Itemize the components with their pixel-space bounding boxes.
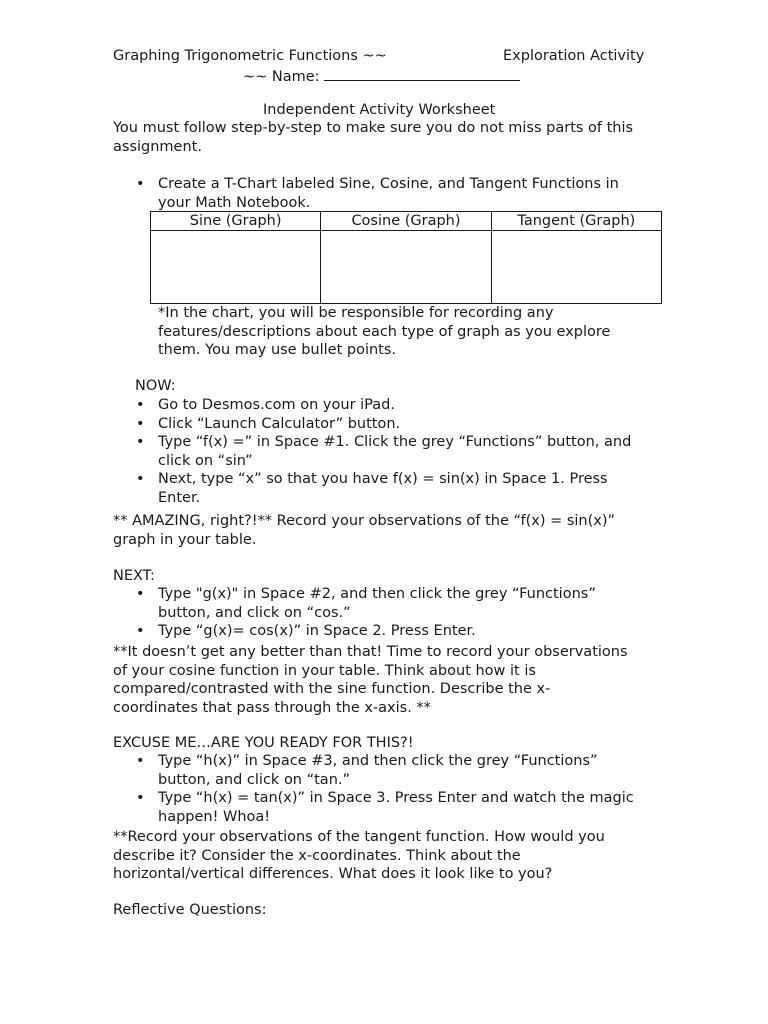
intro-text [113,119,633,156]
list-item [136,585,596,622]
bullet-icon: • [136,753,145,769]
name-field[interactable] [243,66,520,87]
chart-note-line: them. You may use bullet points. [158,342,397,358]
tchart-cell-sine[interactable] [151,231,321,304]
list-item [136,752,634,789]
reflective-questions-label: Reflective Questions: [113,902,267,918]
bullet-icon: • [136,397,145,413]
tchart-step-line: Create a T-Chart labeled Sine, Cosine, and Tangent Functions in [158,176,619,192]
step-text: button, and click on “cos.” [158,604,351,621]
tchart-step [136,175,619,212]
bullet-icon: • [136,434,145,450]
list-item [136,789,634,826]
note-line: graph in your table. [113,531,257,548]
step-text: Go to Desmos.com on your iPad. [158,397,395,413]
bullet-icon: • [136,415,145,432]
bullet-icon: • [136,623,145,639]
worksheet-header-title: Graphing Trigonometric Functions ~~ [113,48,387,64]
list-item [136,396,631,415]
note-line: horizontal/vertical differences. What does it look like to you? [113,866,553,882]
note-line: **It doesn’t get any better than that! Time to record your observations [113,644,628,660]
step-text: Type “h(x)” in Space #3, and then click the grey “Functions” [158,753,598,769]
intro-line: assignment. [113,138,202,155]
note-line: ** AMAZING, right?!** Record your observations of the “f(x) = sin(x)” [113,513,616,529]
excuse-label: EXCUSE ME…ARE YOU READY FOR THIS?! [113,735,414,751]
next-steps [136,585,596,641]
step-text: Click “Launch Calculator” button. [158,415,401,432]
intro-line: You must follow step-by-step to make sure you do not miss parts of this [113,120,634,136]
step-text: Type “h(x) = tan(x)” in Space 3. Press Enter and watch the magic [158,790,634,806]
chart-note [158,304,610,360]
chart-note-line: features/descriptions about each type of graph as you explore [158,323,611,340]
next-note [113,643,628,717]
now-label: NOW: [135,378,176,394]
name-label: ~~ Name: [243,69,320,85]
now-steps [136,396,632,507]
chart-note-line: *In the chart, you will be responsible for recording any [158,305,554,321]
note-line: describe it? Consider the x-coordinates. Think about the [113,847,521,864]
tchart-cell-cosine[interactable] [321,231,491,304]
step-text: button, and click on “tan.” [158,771,351,788]
tchart-cell-tangent[interactable] [491,231,661,304]
list-item [136,470,631,507]
tchart-header-row [151,212,662,231]
step-text: Enter. [158,489,201,506]
tchart-header-cosine: Cosine (Graph) [321,212,491,231]
bullet-icon: • [136,586,145,602]
tchart-header-tangent: Tangent (Graph) [491,212,661,231]
note-line: of your cosine function in your table. Think about how it is [113,662,536,679]
now-note [113,512,615,549]
bullet-icon: • [136,790,145,806]
excuse-steps [136,752,634,826]
tchart-table [150,211,662,304]
step-text: Next, type “x” so that you have f(x) = sin(x) in Space 1. Press [158,471,608,487]
bullet-icon: • [136,176,145,192]
activity-type: Exploration Activity [503,48,645,64]
list-item [136,415,631,434]
excuse-note [113,828,605,884]
name-blank-line[interactable] [324,66,520,81]
step-text: Type “g(x)= cos(x)” in Space 2. Press Enter. [158,623,476,639]
list-item [136,433,632,470]
tchart-body-row [151,231,662,304]
note-line: coordinates that pass through the x-axis. ** [113,699,431,716]
tchart-step-line: your Math Notebook. [158,194,311,211]
worksheet-title: Independent Activity Worksheet [263,102,496,118]
note-line: compared/contrasted with the sine function. Describe the x- [113,681,551,697]
note-line: **Record your observations of the tangent function. How would you [113,829,605,845]
next-label: NEXT: [113,568,155,584]
bullet-icon: • [136,471,145,487]
list-item [136,622,596,641]
step-text: click on “sin” [158,452,253,469]
tchart-header-sine: Sine (Graph) [151,212,321,231]
step-text: Type “f(x) =” in Space #1. Click the grey “Functions” button, and [158,434,632,450]
step-text: Type "g(x)" in Space #2, and then click the grey “Functions” [158,586,596,602]
step-text: happen! Whoa! [158,808,271,825]
